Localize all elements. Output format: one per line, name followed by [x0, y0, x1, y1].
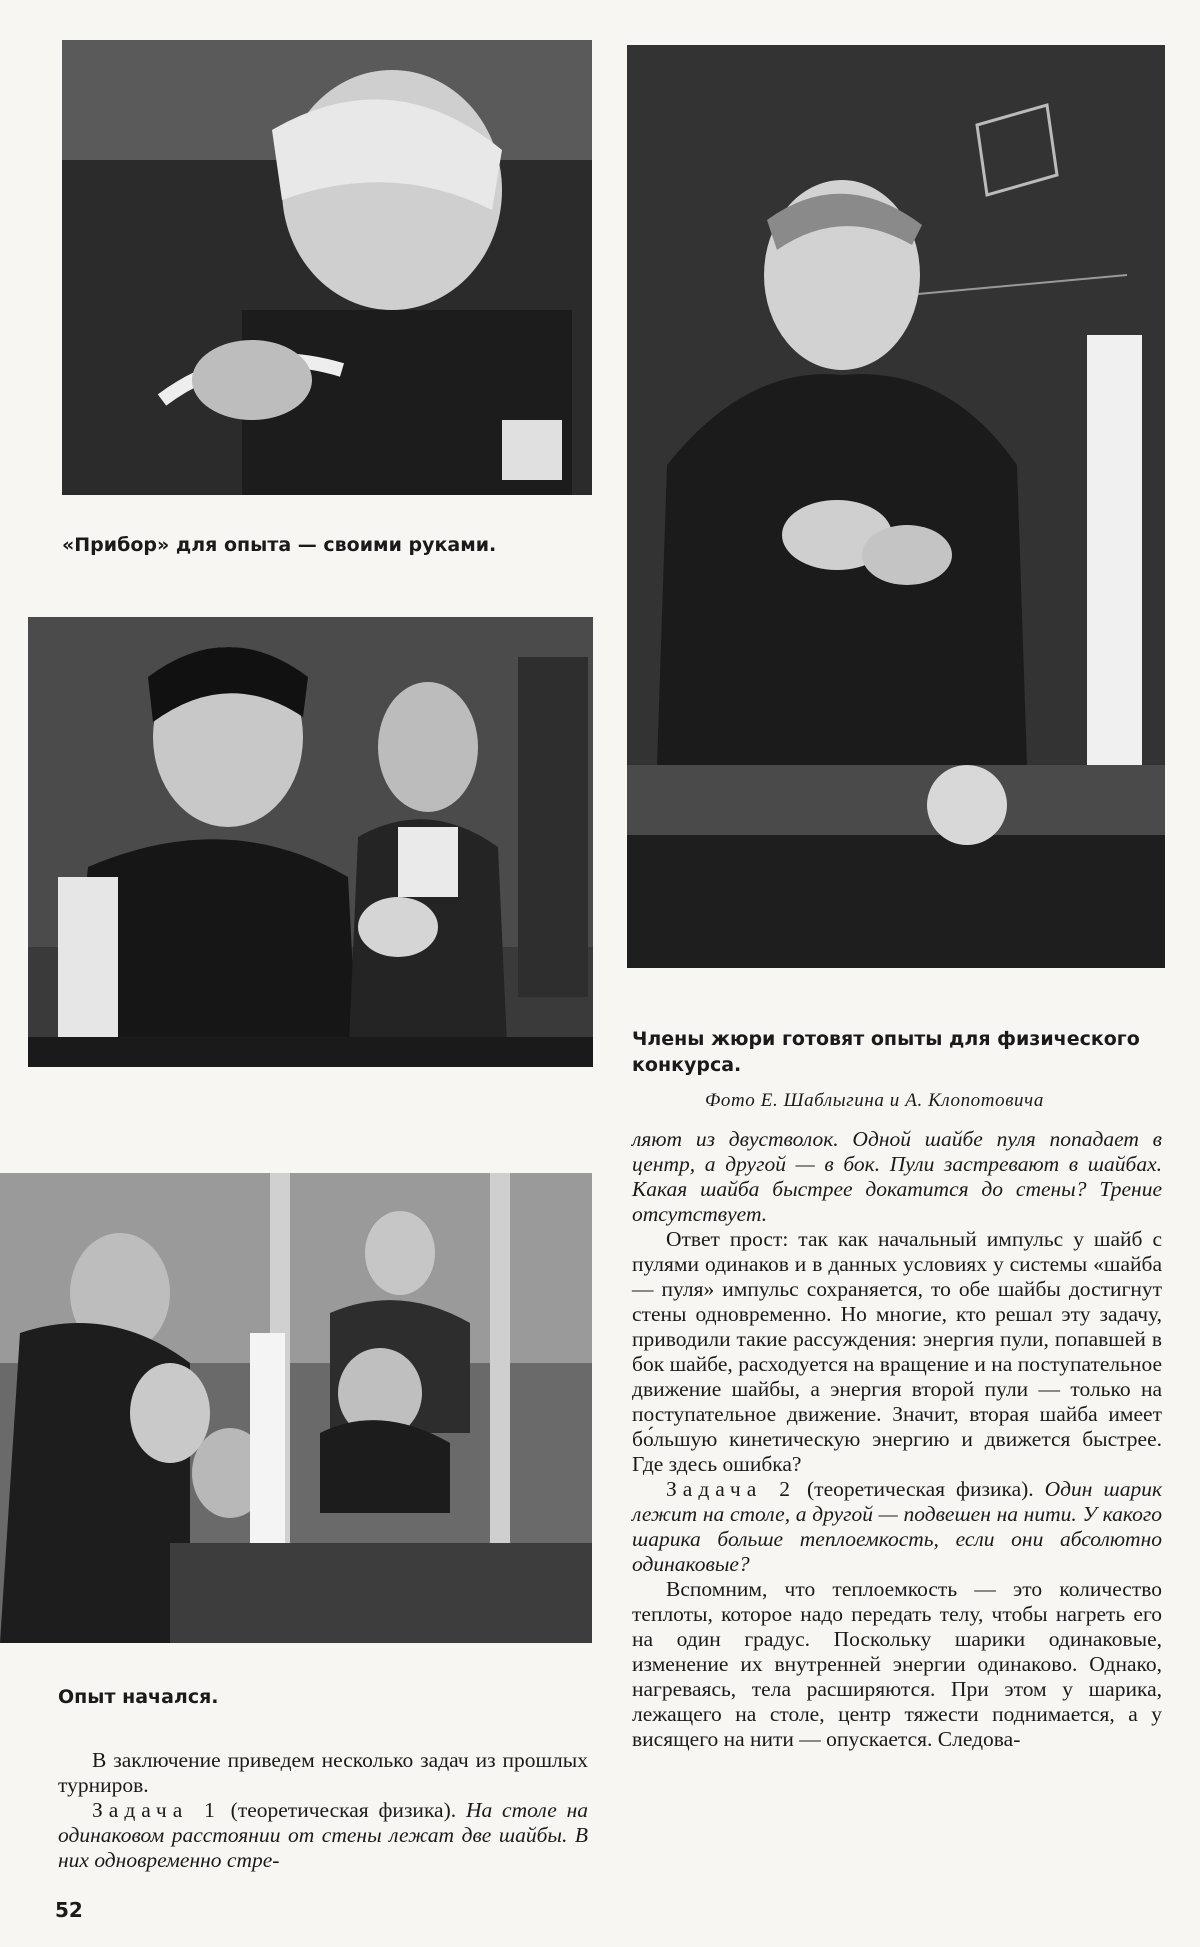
- task2-type: (теоретическая физика).: [796, 1477, 1034, 1501]
- task2-paragraph: [632, 1477, 1162, 1577]
- right-column-text: [632, 1127, 1162, 1752]
- photo-boy-making-device: [62, 40, 592, 495]
- task2-label: Задача 2: [666, 1477, 797, 1501]
- caption-top-left: «Прибор» для опыта — своими руками.: [62, 534, 497, 556]
- answer1-paragraph: Ответ прост: так как начальный импульс у шайб с пулями одинаков и в данных условиях у системы «шайба — пуля» импульс сохраняется, то обе шайбы достигнут стены одновременно. Но многие, кто решал эту задачу, приводили такие рассуждения: энергия пули, попавшей в бок шайбе, расходуется на вращение и на поступательное движение шайбы, а энергия второй пули — только на поступательное движение. Значит, вторая шайба имеет бо́льшую кинетическую энергию и движется быстрее. Где здесь ошибка?: [632, 1227, 1162, 1476]
- task1-paragraph: [58, 1798, 588, 1873]
- task1-text: На столе на одинаковом расстоянии от стены лежат две шайбы. В них одновременно стре-: [58, 1798, 588, 1872]
- photo-jury-preparing-image: [627, 45, 1165, 968]
- caption-right: Члены жюри готовят опыты для физического конкурса.: [632, 1028, 1140, 1076]
- task1-continuation: ляют из двустволок. Одной шайбе пуля попадает в центр, а другой — в бок. Пули застревают в шайбах. Какая шайба быстрее докатится до стены? Трение отсутствует.: [632, 1127, 1162, 1226]
- task1-label: Задача 1: [92, 1798, 221, 1822]
- photo-credit: Фото Е. Шаблыгина и А. Клопотовича: [705, 1090, 1044, 1111]
- page-number: 52: [55, 1898, 83, 1922]
- photo-student-with-glasses-image: [28, 617, 593, 1067]
- photo-experiment-started-image: [0, 1173, 592, 1643]
- photo-experiment-started: [0, 1173, 592, 1643]
- photo-jury-preparing: [627, 45, 1165, 968]
- answer2-paragraph: Вспомним, что теплоемкость — это количество теплоты, которое надо передать телу, чтобы нагреть его на один градус. Поскольку шарики одинаковые, изменение их внутренней энергии одинаково. Однако, нагреваясь, тела расширяются. При этом у шарика, лежащего на столе, центр тяжести поднимается, а у висящего на нити — опускается. Следова-: [632, 1577, 1162, 1751]
- left-column-text: [58, 1748, 588, 1873]
- task2-text: Один шарик лежит на столе, а другой — подвешен на нити. У какого шарика больше теплоемкость, если они абсолютно одинаковые?: [632, 1477, 1162, 1576]
- task1-type: (теоретическая физика).: [220, 1798, 457, 1822]
- intro-paragraph: В заключение приведем несколько задач из прошлых турниров.: [58, 1748, 588, 1797]
- photo-boy-making-device-image: [62, 40, 592, 495]
- caption-bottom-left: Опыт начался.: [58, 1686, 219, 1708]
- photo-student-with-glasses: [28, 617, 593, 1067]
